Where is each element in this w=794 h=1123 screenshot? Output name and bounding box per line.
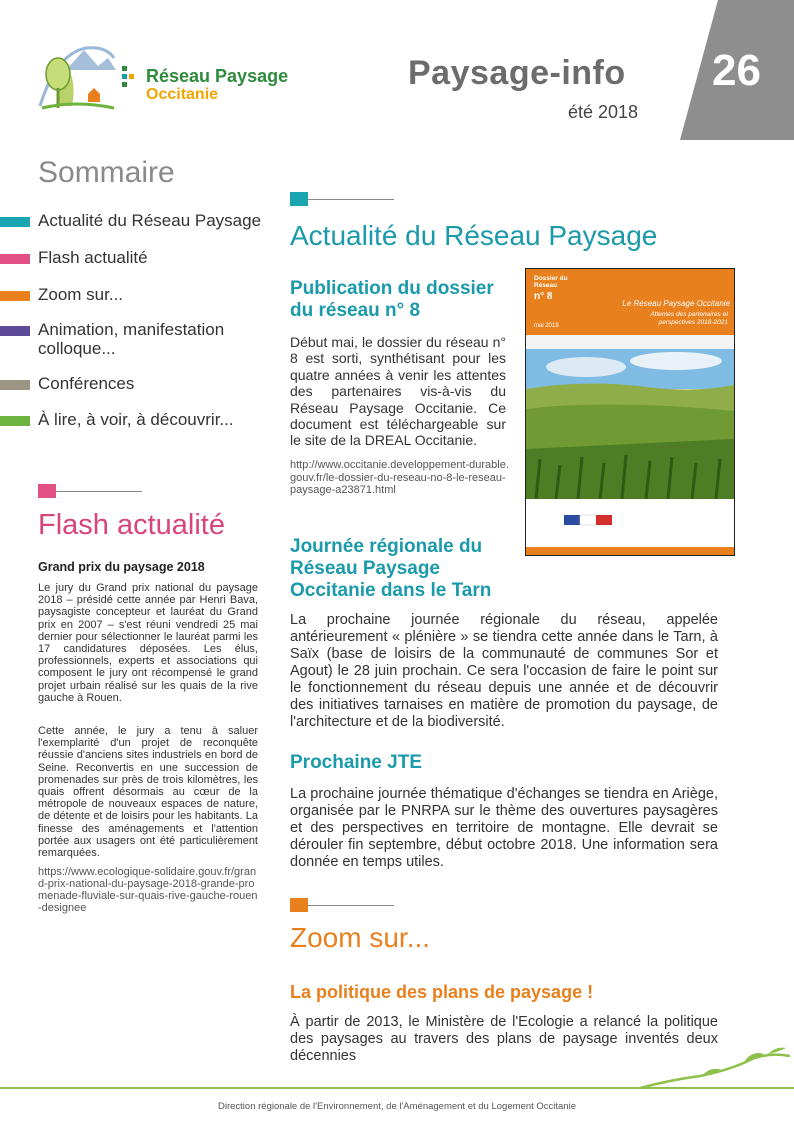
jte-title: Prochaine JTE [290,752,422,773]
footer-text: Direction régionale de l'Environnement, de l'Aménagement et du Logement Occitanie [218,1101,576,1112]
toc-item-conferences[interactable] [0,374,270,396]
toc-item-actualite[interactable] [0,211,270,233]
issue-number: 26 [712,46,761,95]
flash-paragraph: Le jury du Grand prix national du paysage 2018 – présidé cette année par Henri Bava, paysagiste concepteur et lauréat du Grand prix en 2007 – s'est réuni vendredi 25 mai dernier pour sélectionner le lauréat parmi les 17 candidatures déposées. Les élus, professionnels, experts et associations qui composent le jury ont récompensé le grand projet urbain réalisé sur les quais de la rive gauche à Rouen. [38,582,258,704]
flash-subtitle: Grand prix du paysage 2018 [38,560,205,574]
jte-body: La prochaine journée thématique d'échanges se tiendra en Ariège, organisée par le PNRPA sur le thème des ouvertures paysagères et des perspectives en territoire de montagne. Elle devrait se dérouler fin septembre, début octobre 2018. Une information sera donnée en temps utiles. [290,786,718,870]
flash-paragraph: Cette année, le jury a tenu à saluer l'exemplarité d'un projet de reconquête réussie d'anciens sites industriels en bord de Seine. Reconvertis en une succession de promenades sur près de trois kilomètres, les quais offrent désormais au cœur de la métropole de nouveaux espaces de nature, de détente et de loisirs pour les habitants. La finesse des aménagements et l'attention portée aux usagers ont été particulièrement remarquées. [38,725,258,860]
toc-item-a-lire[interactable] [0,410,270,432]
journee-title: Journée régionale du Réseau Paysage Occitanie dans le Tarn [290,536,492,601]
cover-title: Le Réseau Paysage Occitanie [622,299,730,308]
zoom-subtitle: La politique des plans de paysage ! [290,982,594,1002]
toc-label: Actualité du Réseau Paysage [38,211,262,230]
dossier-cover-image [525,268,735,556]
logo-subtitle: Occitanie [146,86,219,103]
toc-color-bar [0,254,30,264]
toc-label: Animation, manifestation colloque... [38,320,225,358]
actualite-marker-line [308,199,394,200]
toc-label: Flash actualité [38,248,148,267]
reseau-paysage-logo [36,36,116,112]
toc-label: Zoom sur... [38,285,124,304]
flash-link[interactable]: https://www.ecologique-solidaire.gouv.fr/grand-prix-national-du-paysage-2018-grande-promenade-fluviale-sur-quais-rive-gauche-rouen-designee [38,866,258,914]
zoom-title: Zoom sur... [290,922,431,953]
footer-divider [0,1087,794,1089]
toc-color-bar [0,416,30,426]
flash-section-marker [38,484,56,498]
zoom-section-marker [290,898,308,912]
sommaire-title: Sommaire [38,156,175,189]
actualite-title: Actualité du Réseau Paysage [290,220,658,251]
toc-item-flash[interactable] [0,248,270,270]
actualite-section-marker [290,192,308,206]
logo-squares-icon [122,66,136,92]
zoom-marker-line [308,905,394,906]
toc-label: Conférences [38,374,135,393]
newsletter-title: Paysage-info [408,54,626,92]
issue-season: été 2018 [568,102,639,122]
toc-item-zoom[interactable] [0,285,270,307]
footer-landscape-icon [640,1040,790,1090]
toc-color-bar [0,326,30,336]
zoom-body: À partir de 2013, le Ministère de l'Ecologie a relancé la politique des paysages au travers des plans de paysage inventés deux décennies [290,1014,718,1064]
cover-number: n° 8 [534,291,553,302]
flash-marker-line [56,491,142,492]
cover-date: mai 2018 [534,323,559,329]
journee-body: La prochaine journée régionale du réseau, appelée antérieurement « plénière » se tiendra cette année dans le Tarn, à Saïx (base de loisirs de la communauté de communes Sor et Agout) le 28 juin prochain. Ce sera l'occasion de faire le point sur le fonctionnement du réseau depuis une année et de découvrir des initiatives tarnaises en matière de promotion du paysage, de l'architecture et de la biodiversité. [290,612,718,730]
logo-title: Réseau Paysage [146,66,289,86]
cover-top-label: Dossier du Réseau [534,275,568,289]
flash-title: Flash actualité [38,509,225,541]
publication-body: Début mai, le dossier du réseau n° 8 est sorti, synthétisant pour les quatre années à venir les attentes des partenaires vis-à-vis du Réseau Paysage Occitanie. Ce document est téléchargeable sur le site de la DREAL Occitanie. [290,334,506,449]
toc-color-bar [0,291,30,301]
cover-subtitle: Attentes des partenaires et perspectives 2018-2021 [650,311,728,326]
toc-label: À lire, à voir, à découvrir... [38,410,234,429]
publication-link[interactable]: http://www.occitanie.developpement-durable.gouv.fr/le-dossier-du-reseau-no-8-le-reseau-paysage-a23871.html [290,459,509,496]
toc-color-bar [0,217,30,227]
toc-item-animation[interactable] [0,320,270,360]
toc-color-bar [0,380,30,390]
publication-title: Publication du dossier du réseau n° 8 [290,278,494,321]
